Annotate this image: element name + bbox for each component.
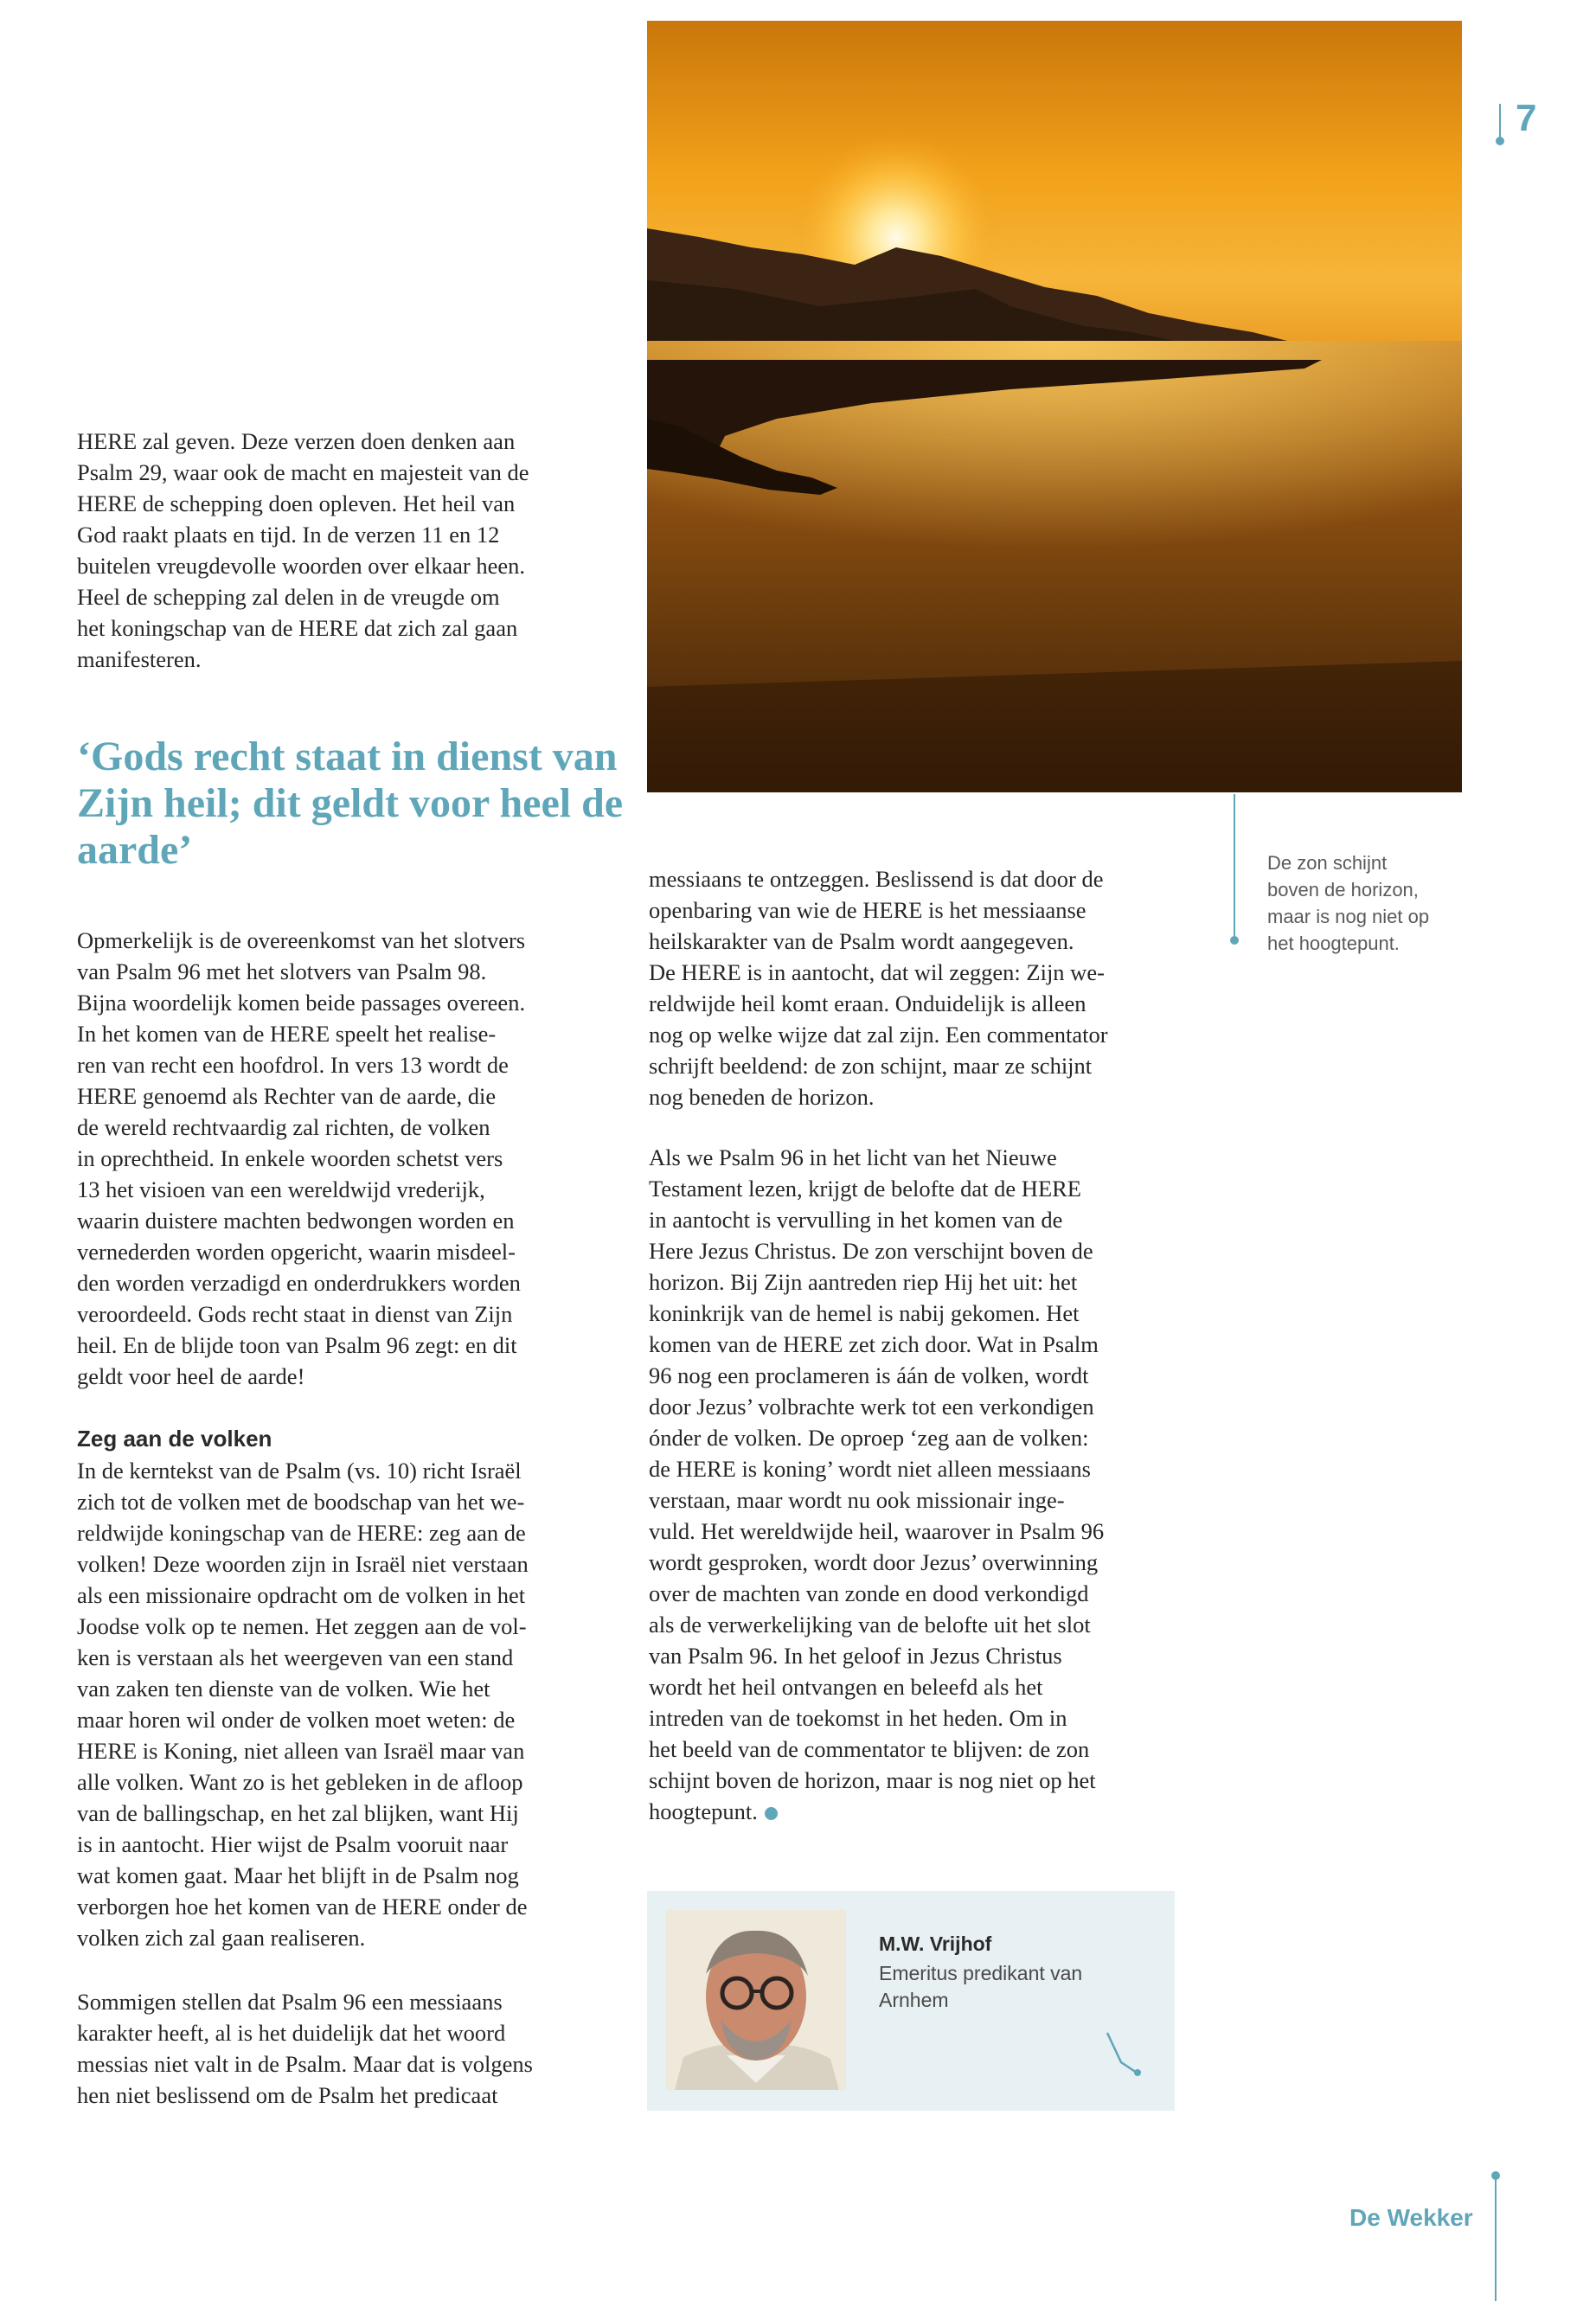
- author-photo: [666, 1910, 846, 2090]
- body-paragraph-3: Sommigen stellen dat Psalm 96 een messiaans karakter heeft, al is het duidelijk dat het woord messias niet valt in de Psalm. Maar dat is volgens hen niet beslissend om de Psalm het predicaat: [77, 1989, 533, 2108]
- body-paragraph-5-text: Als we Psalm 96 in het licht van het Nieuwe Testament lezen, krijgt de belofte dat de HERE in aantocht is vervulling in het komen van de Here Jezus Christus. De zon verschijnt boven de horizon. Bij Zijn aantreden riep Hij het uit: het koninkrijk van de hemel is nabij gekomen. Het komen van de HERE zet zich door. Wat in Psalm 96 nog een proclameren is áán de volken, wordt door Jezus’ volbrachte werk tot een verkondigen ónder de volken. De oproep ‘zeg aan de volken: de HERE is koning’ wordt niet alleen messiaans verstaan, maar wordt nu ook missionair inge- vuld. Het wereldwijde heil, waarover in Psalm 96 wordt gesproken, wordt door Jezus’ overwinning over de machten van zonde en dood verkondigd als de verwerkelijking van de belofte uit het slot van Psalm 96. In het geloof in Jezus Christus wordt het heil ontvangen en beleefd als het intreden van de toekomst in het heden. Om in het beeld van de commentator te blijven: de zon schijnt boven de horizon, maar is nog niet op het hoogtepunt.: [649, 1144, 1105, 1824]
- body-paragraph-1: Opmerkelijk is de overeenkomst van het slotvers van Psalm 96 met het slotvers van Psalm 98. Bijna woordelijk komen beide passages overeen. In het komen van de HERE speelt het realise- ren van recht een hoofdrol. In vers 13 wordt de HERE genoemd als Rechter van de aarde, die de wereld rechtvaardig zal richten, de volken in oprechtheid. In enkele woorden schetst vers 13 het visioen van een wereldwijd vrederijk, waarin duistere machten bedwongen worden en vernederden worden opgericht, waarin misdeel- den worden verzadigd en onderdrukkers worden veroordeeld. Gods recht staat in dienst van Zijn heil. En de blijde toon van Psalm 96 zegt: en dit geldt voor heel de aarde!: [77, 927, 526, 1389]
- footer-rule: [1495, 2175, 1497, 2301]
- section-subheading: Zeg aan de volken: [77, 1426, 272, 1452]
- caption-rule-dot: [1230, 936, 1239, 945]
- caption-rule: [1234, 794, 1235, 939]
- sunset-illustration: [647, 21, 1462, 792]
- body-paragraph-4: messiaans te ontzeggen. Beslissend is dat door de openbaring van wie de HERE is het messiaanse heilskarakter van de Psalm wordt aangegeven. De HERE is in aantocht, dat wil zeggen: Zijn we- reldwijde heil komt eraan. Onduidelijk is alleen nog op welke wijze dat zal zijn. Een commentator schrijft beeldend: de zon schijnt, maar ze schijnt nog beneden de horizon.: [649, 866, 1108, 1110]
- magazine-brand: De Wekker: [1349, 2204, 1473, 2231]
- body-paragraph-5: [649, 1142, 1185, 1827]
- author-name: M.W. Vrijhof: [879, 1932, 992, 1955]
- page-number: 7: [1516, 97, 1537, 139]
- sunset-photo: [647, 21, 1462, 792]
- article-end-mark: [765, 1807, 778, 1820]
- author-portrait: [666, 1910, 846, 2090]
- page-number-rule: [1499, 104, 1501, 140]
- photo-caption: De zon schijnt boven de horizon, maar is nog niet op het hoogtepunt.: [1267, 852, 1430, 954]
- body-paragraph-2: In de kerntekst van de Psalm (vs. 10) richt Israël zich tot de volken met de boodschap van het we- reldwijde koningschap van de HERE: zeg aan de volken! Deze woorden zijn in Israël niet verstaan als een missionaire opdracht om de volken in het Joodse volk op te nemen. Het zeggen aan de vol- ken is verstaan als het weergeven van een stand van zaken ten dienste van de volken. Wie het maar horen wil onder de volken moet weten: de HERE is Koning, niet alleen van Israël maar van alle volken. Want zo is het gebleken in de afloop van de ballingschap, en het zal blijken, want Hij is in aantocht. Hier wijst de Psalm vooruit naar wat komen gaat. Maar het blijft in de Psalm nog verborgen hoe het komen van de HERE onder de volken zich zal gaan realiseren.: [77, 1458, 529, 1951]
- pull-quote: ‘Gods recht staat in dienst van Zijn heil; dit geldt voor heel de aarde’: [77, 734, 624, 873]
- pen-flourish-icon: [1100, 2028, 1144, 2080]
- author-role: Emeritus predikant van Arnhem: [879, 1962, 1083, 2011]
- intro-paragraph: HERE zal geven. Deze verzen doen denken aan Psalm 29, waar ook de macht en majesteit van de HERE de schepping doen opleven. Het heil van God raakt plaats en tijd. In de verzen 11 en 12 buitelen vreugdevolle woorden over elkaar heen. Heel de schepping zal delen in de vreugde om het koningschap van de HERE dat zich zal gaan manifesteren.: [77, 428, 529, 672]
- author-box: [647, 1891, 1175, 2111]
- page-number-rule-dot: [1496, 137, 1504, 145]
